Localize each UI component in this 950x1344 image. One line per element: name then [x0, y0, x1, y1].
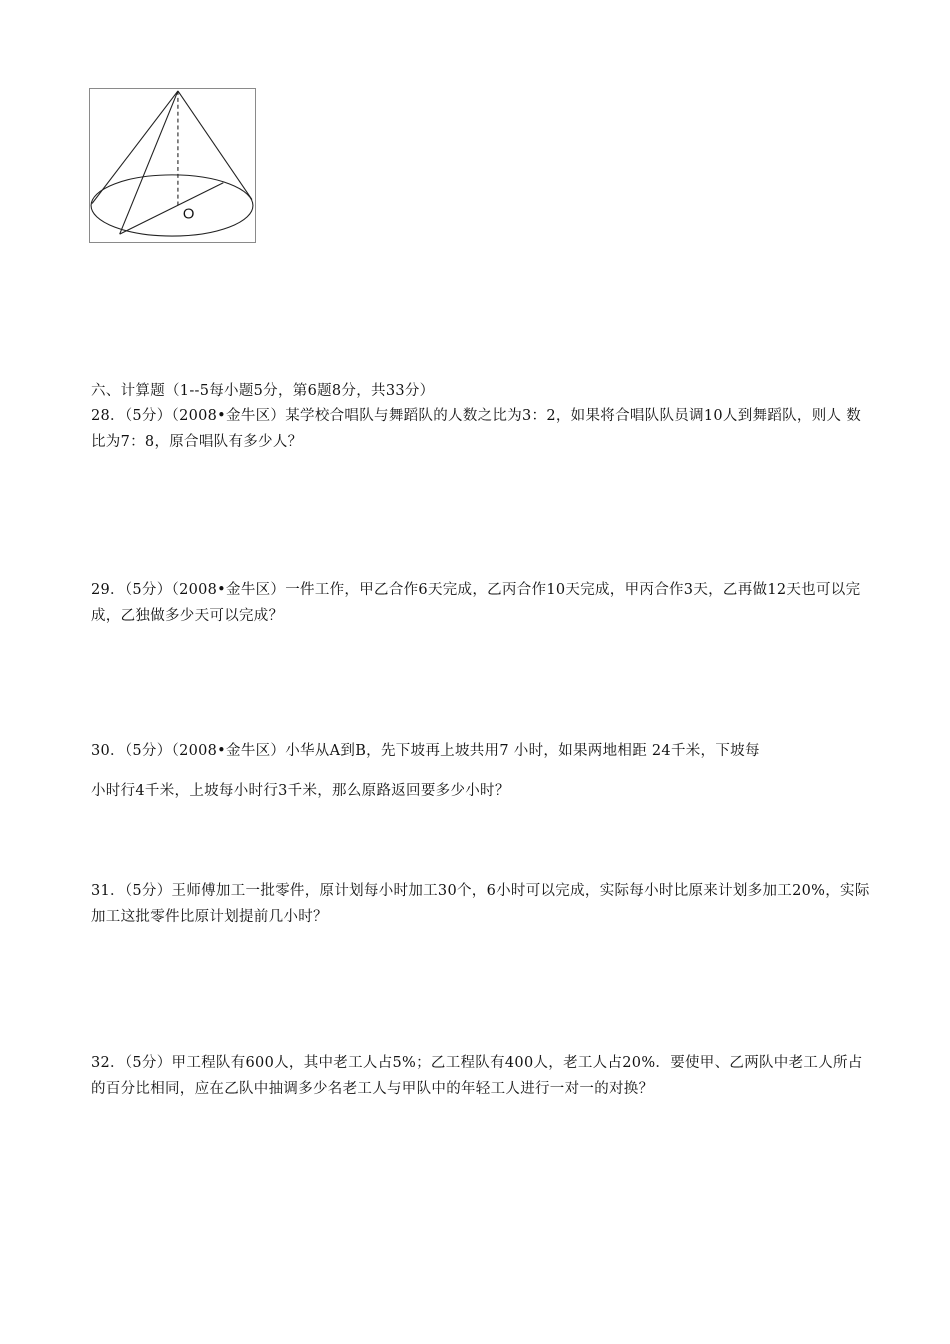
question-29: 29．（5分）（2008•金牛区）一件工作，甲乙合作6天完成，乙丙合作10天完成，甲丙合作3天，乙再做12天也可以完成，乙独做多少天可以完成？: [91, 582, 861, 624]
point-o-label: O: [182, 206, 195, 223]
base-chord-line: [120, 183, 224, 234]
cone-figure: [89, 88, 256, 243]
cone-slant-line: [120, 91, 178, 234]
question-32: 32．（5分）甲工程队有600人，其中老工人占5%；乙工程队有400人，老工人占20%．要使甲、乙两队中老工人所占的百分比相同，应在乙队中抽调多少名老工人与甲队中的年轻工人进行一对一的对换？: [91, 1055, 863, 1097]
question-30-line1: 30．（5分）（2008•金牛区）小华从A到B，先下坡再上坡共用7 小时，如果两地相距 24千米，下坡每: [91, 743, 760, 759]
question-31: 31．（5分）王师傅加工一批零件，原计划每小时加工30个，6小时可以完成，实际每小时比原来计划多加工20%，实际加工这批零件比原计划提前几小时？: [91, 883, 870, 925]
cone-base-ellipse: [91, 175, 253, 236]
cone-diagram: [90, 89, 255, 242]
question-30-line2: 小时行4千米，上坡每小时行3千米，那么原路返回要多少小时？: [91, 783, 510, 799]
question-28: 28．（5分）（2008•金牛区）某学校合唱队与舞蹈队的人数之比为3：2，如果将合唱队队员调10人到舞蹈队，则人 数比为7：8，原合唱队有多少人？: [91, 408, 862, 450]
section-title: 六、计算题（1--5每小题5分，第6题8分，共33分）: [91, 383, 435, 399]
cone-left-edge: [92, 91, 178, 204]
cone-right-edge: [178, 91, 252, 200]
